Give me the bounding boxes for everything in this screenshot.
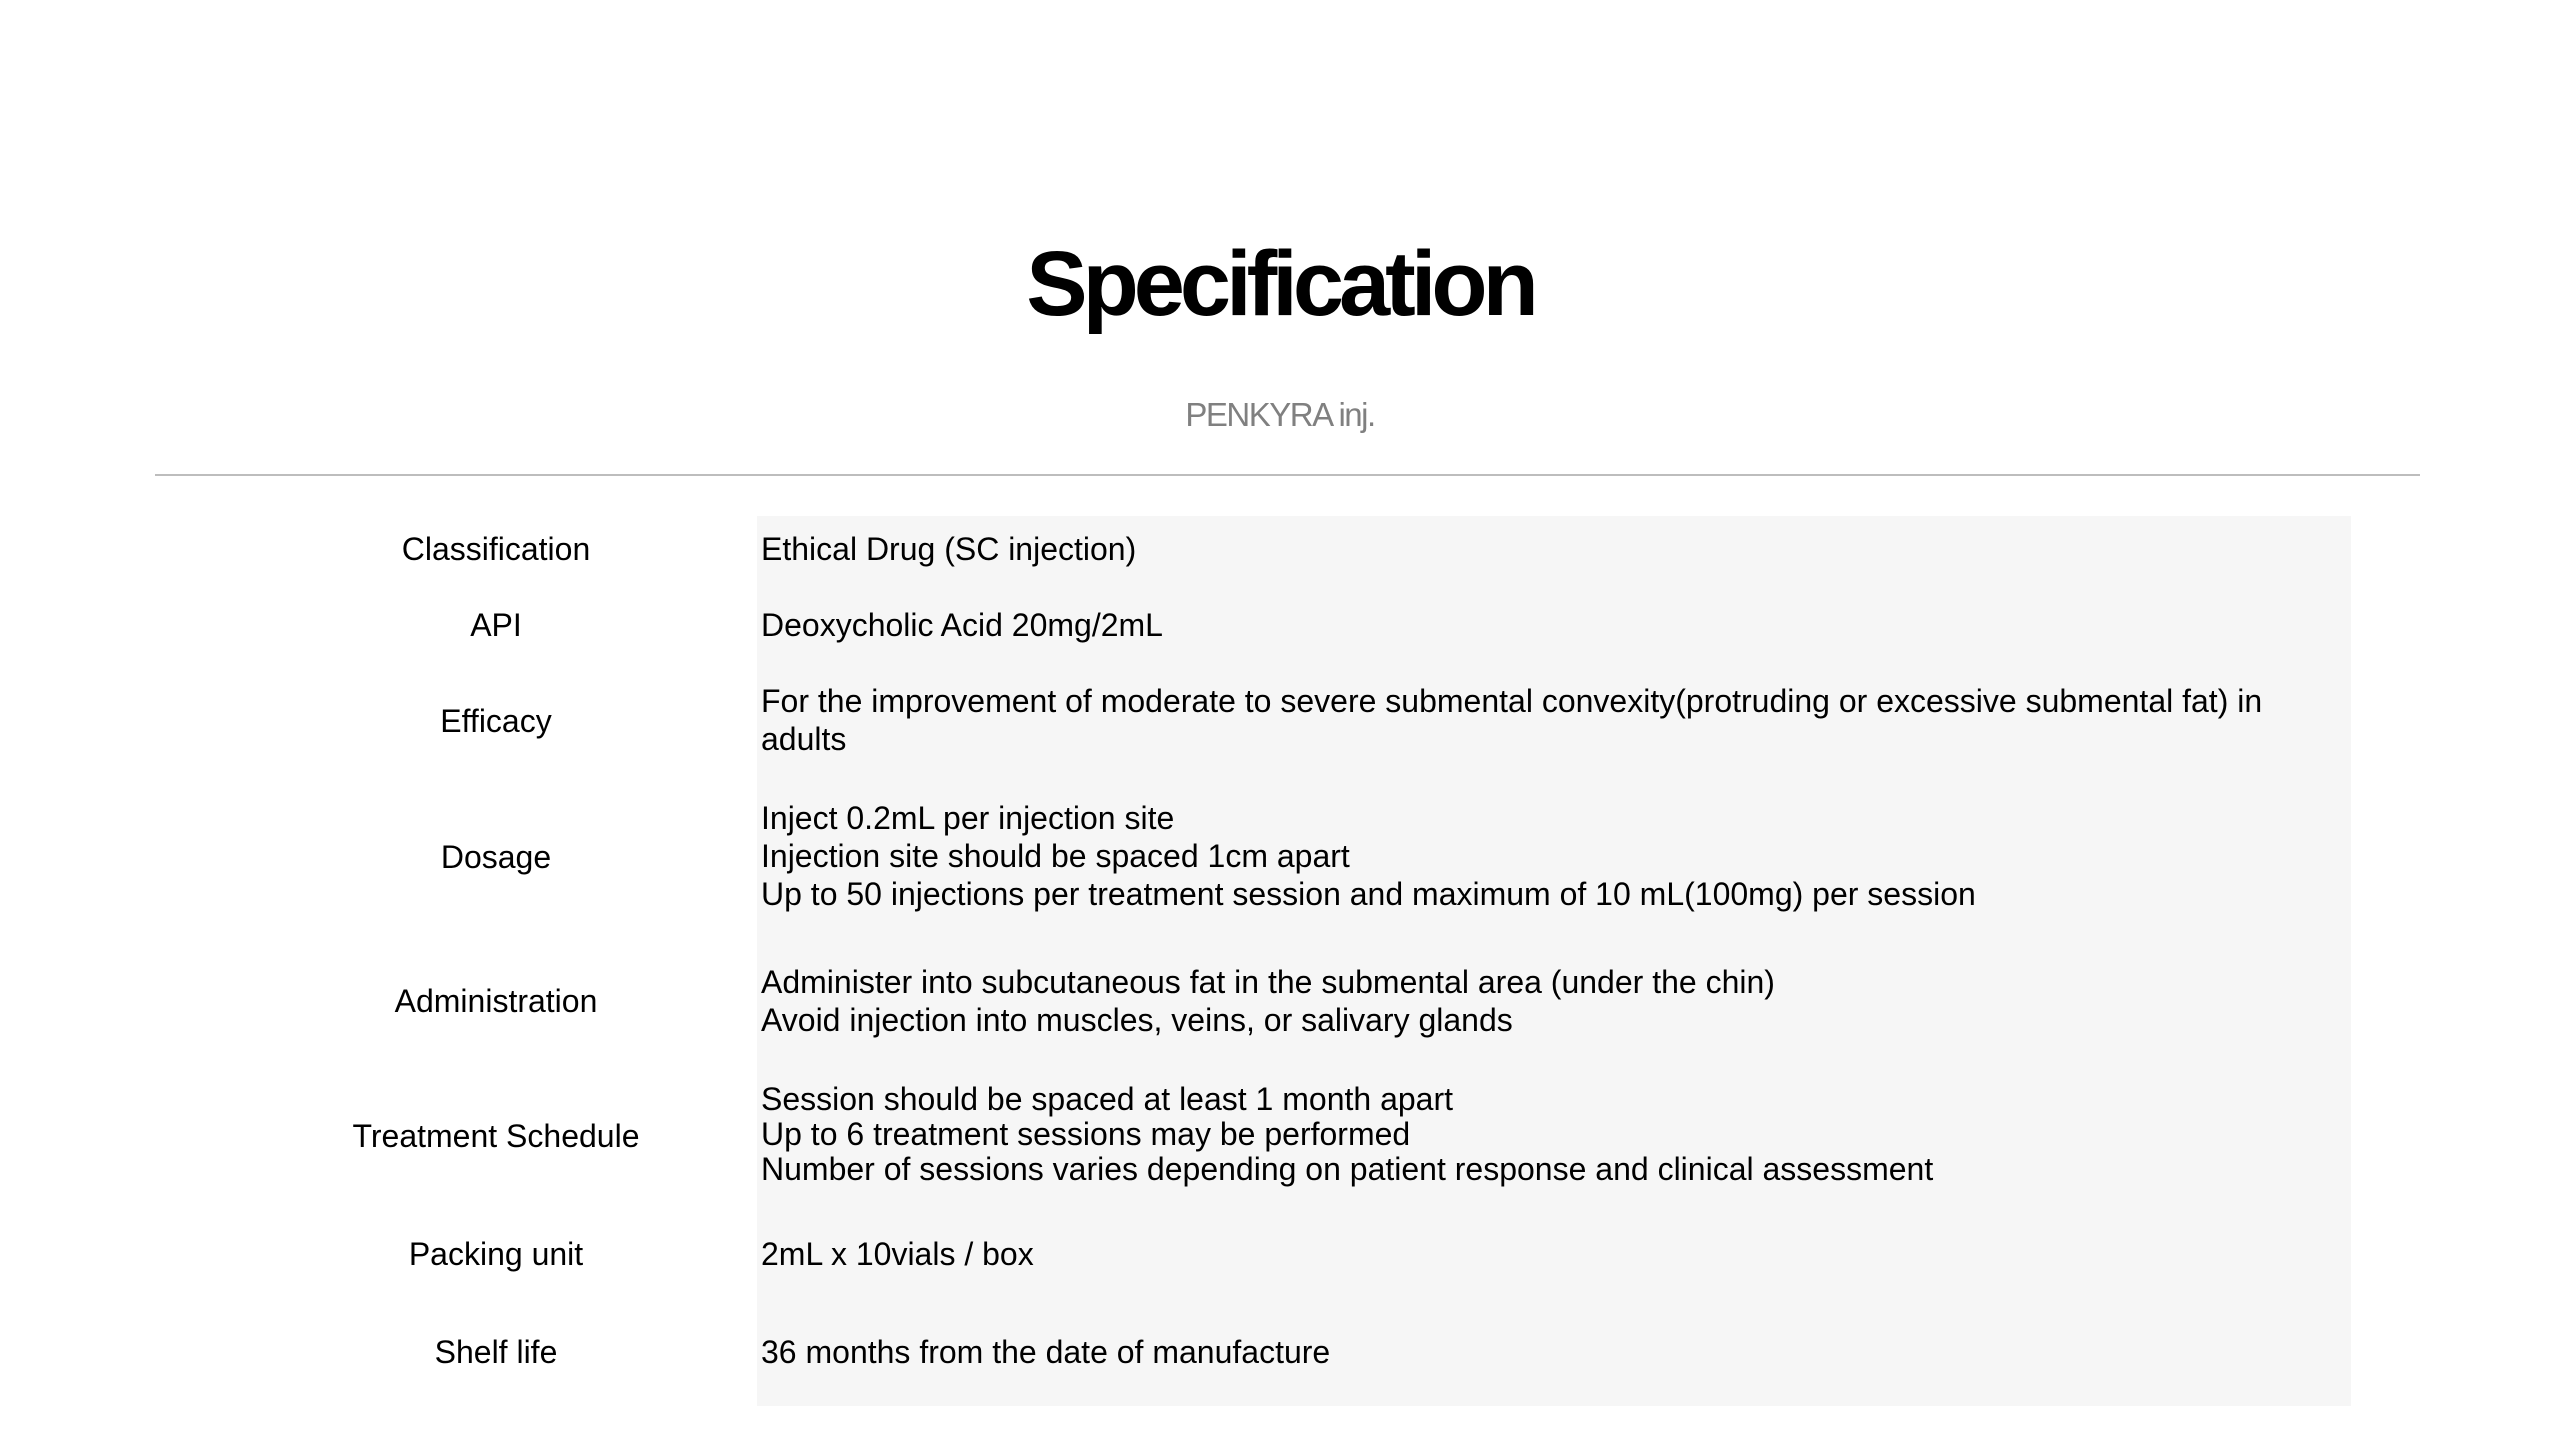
spec-label: API — [470, 607, 522, 643]
spec-value — [761, 606, 2341, 644]
spec-value-line: For the improvement of moderate to severe submental convexity(protruding or excessive submental fat) in — [761, 683, 2263, 719]
spec-value — [761, 799, 2341, 913]
spec-label: Administration — [394, 983, 598, 1019]
spec-value-line: Up to 50 injections per treatment session and maximum of 10 mL(100mg) per session — [761, 876, 1976, 912]
spec-value — [761, 963, 2341, 1039]
spec-label: Classification — [401, 531, 591, 567]
spec-value-line: Avoid injection into muscles, veins, or salivary glands — [761, 1002, 1513, 1038]
spec-value-line: Administer into subcutaneous fat in the submental area (under the chin) — [761, 964, 1775, 1000]
spec-value — [761, 1235, 2341, 1273]
spec-value-line: Inject 0.2mL per injection site — [761, 800, 1175, 836]
spec-value — [761, 682, 2341, 758]
spec-value-line: 36 months from the date of manufacture — [761, 1334, 1331, 1370]
spec-value-line: Injection site should be spaced 1cm apart — [761, 838, 1350, 874]
spec-value — [761, 530, 2341, 568]
spec-value-line: Ethical Drug (SC injection) — [761, 531, 1137, 567]
spec-value — [761, 1333, 2341, 1371]
spec-label: Shelf life — [434, 1334, 558, 1370]
spec-label: Efficacy — [440, 703, 552, 739]
page-title: Specification — [1026, 233, 1534, 335]
spec-value-line: Deoxycholic Acid 20mg/2mL — [761, 607, 1163, 643]
spec-value-line: adults — [761, 721, 847, 757]
spec-value — [761, 1082, 2341, 1187]
spec-value-line: Number of sessions varies depending on patient response and clinical assessment — [761, 1151, 1934, 1187]
spec-label: Treatment Schedule — [352, 1118, 640, 1154]
spec-label: Dosage — [440, 839, 552, 875]
spec-value-line: Session should be spaced at least 1 month apart — [761, 1081, 1453, 1117]
spec-label: Packing unit — [408, 1236, 584, 1272]
divider — [155, 474, 2420, 476]
spec-value-line: Up to 6 treatment sessions may be performed — [761, 1116, 1411, 1152]
product-name: PENKYRA inj. — [1185, 396, 1375, 433]
spec-value-line: 2mL x 10vials / box — [761, 1236, 1034, 1272]
